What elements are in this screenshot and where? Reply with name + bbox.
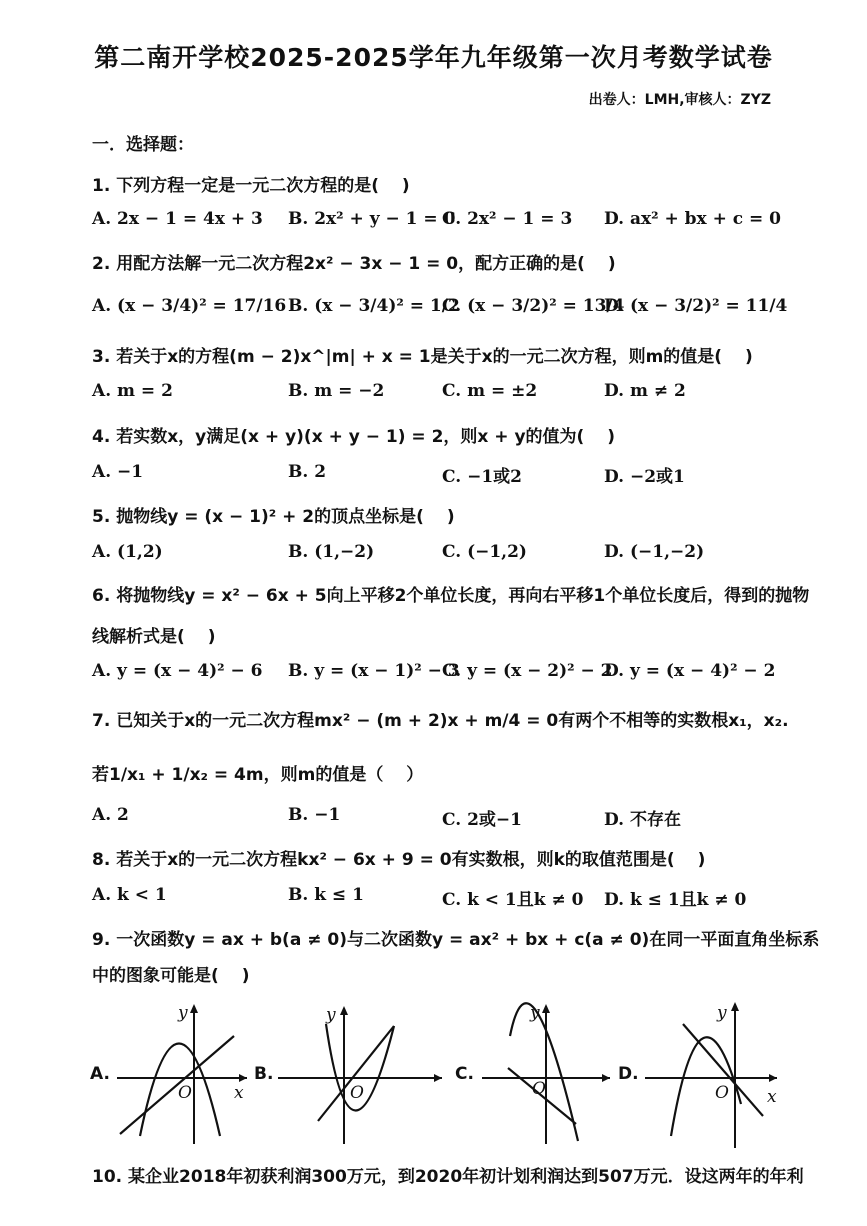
option-c: C. 2x² − 1 = 3 [442,209,573,229]
y-label: y [530,1003,540,1023]
y-axis-arrow [340,1006,348,1015]
option-d: D. y = (x − 4)² − 2 [604,661,776,681]
graph-b [276,996,446,1146]
option-c: C. k < 1且k ≠ 0 [442,890,584,910]
question-6-cont: 线解析式是( ) [92,627,216,647]
option-b: B. 2 [288,462,327,482]
option-a: A. −1 [92,462,144,482]
graph-label-b: B. [254,1064,274,1084]
x-axis-arrow [239,1074,247,1082]
options-1 [92,209,812,239]
x-axis-arrow [602,1074,610,1082]
option-b: B. (x − 3/4)² = 1/2 [288,296,460,316]
option-b: B. −1 [288,805,341,825]
y-axis-arrow [190,1004,198,1013]
question-2: 2. 用配方法解一元二次方程2x² − 3x − 1 = 0，配方正确的是( ) [92,254,616,274]
question-10: 10. 某企业2018年初获利润300万元，到2020年初计划利润达到507万元．设这两年的年利 [92,1167,804,1187]
option-a: A. (x − 3/4)² = 17/16 [92,296,287,316]
option-c: C. (x − 3/2)² = 13/4 [442,296,625,316]
graph-a [112,996,252,1146]
option-a: A. y = (x − 4)² − 6 [92,661,263,681]
x-axis-arrow [769,1074,777,1082]
options-3 [92,381,812,411]
x-label: x [234,1083,244,1103]
options-2 [92,296,812,326]
x-label: x [767,1087,777,1107]
question-9: 9. 一次函数y = ax + b(a ≠ 0)与二次函数y = ax² + bx + c(a ≠ 0)在同一平面直角坐标系 [92,930,820,950]
option-d: D. (−1,−2) [604,542,705,562]
exam-title: 第二南开学校2025-2025学年九年级第一次月考数学试卷 [94,43,773,72]
option-a: A. 2x − 1 = 4x + 3 [92,209,263,229]
option-d: D. m ≠ 2 [604,381,686,401]
section-heading: 一．选择题： [92,135,194,155]
option-c: C. 2或−1 [442,810,522,830]
option-a: A. k < 1 [92,885,167,905]
graph-label-d: D. [618,1064,639,1084]
graph-c [480,996,620,1146]
question-8: 8. 若关于x的一元二次方程kx² − 6x + 9 = 0有实数根，则k的取值范围是( ) [92,850,706,870]
y-axis-arrow [542,1004,550,1013]
option-c: C. (−1,2) [442,542,527,562]
option-d: D. −2或1 [604,467,685,487]
graph-label-c: C. [455,1064,474,1084]
options-6 [92,661,812,691]
origin-label: O [178,1083,192,1103]
options-7 [92,805,812,835]
author-line: 出卷人：LMH,审核人：ZYZ [588,92,771,108]
option-c: C. −1或2 [442,467,522,487]
origin-label: O [350,1083,364,1103]
options-8 [92,885,812,915]
question-7: 7. 已知关于x的一元二次方程mx² − (m + 2)x + m/4 = 0有两个不相等的实数根x₁，x₂. [92,711,789,731]
x-axis-arrow [434,1074,442,1082]
y-label: y [326,1005,336,1025]
question-3: 3. 若关于x的方程(m − 2)x^|m| + x = 1是关于x的一元二次方程，则m的值是( ) [92,347,753,367]
option-b: B. m = −2 [288,381,385,401]
question-6: 6. 将抛物线y = x² − 6x + 5向上平移2个单位长度，再向右平移1个单位长度后，得到的抛物 [92,586,810,606]
y-axis-arrow [731,1002,739,1011]
origin-label: O [532,1079,546,1099]
question-4: 4. 若实数x，y满足(x + y)(x + y − 1) = 2，则x + y的值为( ) [92,427,615,447]
option-b: B. (1,−2) [288,542,375,562]
options-5 [92,542,812,572]
question-5: 5. 抛物线y = (x − 1)² + 2的顶点坐标是( ) [92,507,455,527]
question-7-cont: 若1/x₁ + 1/x₂ = 4m，则m的值是（ ） [92,765,424,785]
option-a: A. 2 [92,805,129,825]
y-label: y [717,1003,727,1023]
parabola [510,1003,578,1141]
y-label: y [178,1003,188,1023]
option-d: D. (x − 3/2)² = 11/4 [604,296,788,316]
option-c: C. y = (x − 2)² − 2 [442,661,613,681]
option-b: B. k ≤ 1 [288,885,364,905]
option-a: A. (1,2) [92,542,163,562]
graph-options [90,996,790,1156]
graph-d [643,996,783,1151]
question-1: 1. 下列方程一定是一元二次方程的是( ) [92,176,410,196]
option-a: A. m = 2 [92,381,173,401]
options-4 [92,462,812,492]
option-d: D. k ≤ 1且k ≠ 0 [604,890,747,910]
origin-label: O [715,1083,729,1103]
option-b: B. 2x² + y − 1 = 0 [288,209,456,229]
option-c: C. m = ±2 [442,381,538,401]
question-9-cont: 中的图象可能是( ) [92,966,250,986]
option-d: D. ax² + bx + c = 0 [604,209,782,229]
option-b: B. y = (x − 1)² − 3 [288,661,460,681]
option-d: D. 不存在 [604,810,681,830]
graph-label-a: A. [90,1064,110,1084]
